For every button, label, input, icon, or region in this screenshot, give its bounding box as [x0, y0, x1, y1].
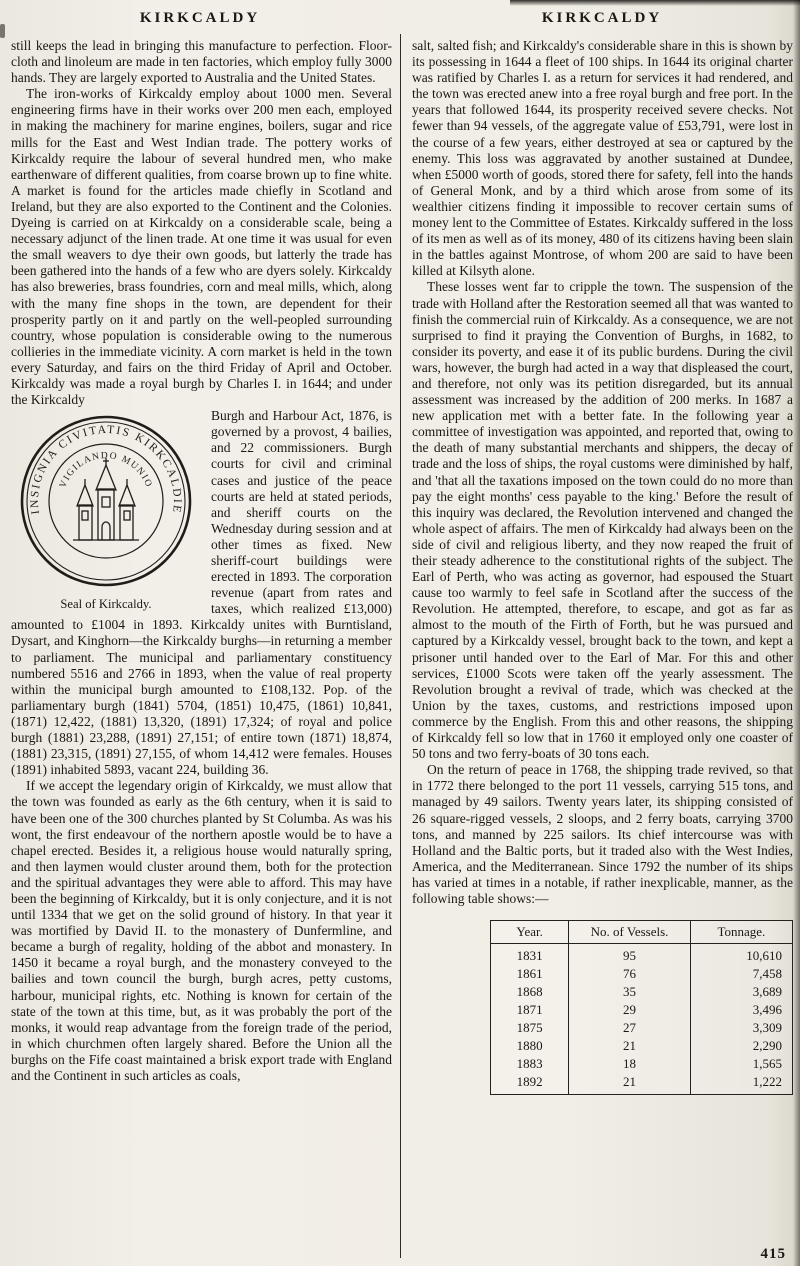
seal-image [18, 413, 194, 589]
shipping-table-container [412, 920, 793, 1095]
cell-vessels: 35 [569, 983, 691, 1001]
scan-artifact-left-smudge [0, 24, 5, 38]
paragraph-industries: The iron-works of Kirkcaldy employ about 1000 men. Several engineering firms have in their works over 200 men each, employed in making the machinery for marine engines, boilers, sugar and rice mills for the East and West Indian trade. The pottery works of Kirkcaldy require the labour of several hundred men, who make earthenware of different qualities, from coarse brown up to fine white. A market is found for the articles made chiefly in Scotland and Ireland, but they are also exported to the Continent and the Colonies. Dyeing is carried on at Kirkcaldy on a considerable scale, being a necessary adjunct of the linen trade. At one time it was usual for even the small weavers to dye their own goods, but latterly the trade has been gathered into the hands of a few who are dyers solely. Kirkcaldy has also breweries, brass foundries, corn and meal mills, which, along with the many fine shops in the town, are dependent for their prosperity partly on it and partly on the well-peopled surrounding country, whose population is considerable owing to the numerous collieries in the immediate vicinity. A corn market is held in the town every Saturday, and fairs on the third Friday of April and October. Kirkcaldy was made a royal burgh by Charles I. in 1644; and under the Kirkcaldy [11, 86, 392, 408]
running-head-right: KIRKCALDY [541, 10, 663, 26]
paragraph-history-origins: If we accept the legendary origin of Kirkcaldy, we must allow that the town was founded as early as the 6th century, when it is said to have been one of the 300 churches planted by St Columba. As was his wont, the first endeavour of the northern apostle would be to have a chapel erected. Besides it, a religious house would naturally spring, and then laymen would cluster around them, both for the protection and the spiritual advantages they were able to afford. This may have been the beginning of Kirkcaldy, but it is only conjecture, and it is not until 1334 that we get on the solid ground of history. In that year it was mortified by David II. to the monastery of Dunfermline, and became a burgh of regality, holding of the abbot and monastery. In 1450 it became a royal burgh, and the monastery conveyed to the bailies and town council the burgh, burgh acres, petty customs, harbour, municipal rights, etc. Nothing is known for certain of the state of the town at this time, but, as it was probably the port of the monks, it would reap advantage from the foreign trade of the period, in which churchmen often largely shared. Before the Union all the burghs on the Fife coast maintained a brisk export trade with England and the Continent in such articles as coals, [11, 778, 392, 1083]
seal-figure [11, 413, 201, 612]
column-divider-rule [400, 34, 401, 1258]
table-row [491, 1019, 793, 1037]
cell-vessels: 76 [569, 965, 691, 983]
cell-tonnage: 3,309 [690, 1019, 792, 1037]
seal-ring-text: INSIGNIA CIVITATIS KIRKCALDIE [28, 424, 184, 516]
cell-vessels: 21 [569, 1037, 691, 1055]
right-column [412, 38, 793, 1260]
seal-motto-text: VIGILANDO MUNIO [58, 451, 154, 490]
table-row [491, 944, 793, 966]
table-row [491, 983, 793, 1001]
church-illustration [73, 458, 139, 540]
cell-year: 1831 [516, 948, 543, 964]
table-header-row [491, 921, 793, 944]
paragraph-burgh-government: Burgh and Harbour Act, 1876, is governed by a provost, 4 bailies, and 22 commissioners. Burgh courts for civil and criminal cases and justice of the peace courts are held at stated periods, and sheriff courts on the Wednesday during session and at other times as fixed. New sheriff-court buildings were erected in 1893. The corporation revenue (apart from rates and taxes, which realized £13,000) amounted to £1004 in 1893. Kirkcaldy unites with Burntisland, Dysart, and Kinghorn—the Kirkcaldy burghs—in returning a member to parliament. The municipal and parliamentary constituency numbered 5516 and 2766 in 1893, when the value of real property within the municipal burgh amounted to £108,132. Pop. of the parliamentary burgh (1841) 5704, (1851) 10,475, (1861) 10,841, (1871) 12,422, (1881) 13,320, (1891) 17,324; of royal and police burgh (1881) 23,288, (1891) 27,151; of entire town (1871) 18,874, (1881) 23,315, (1891) 27,155, of whom 14,412 were females. Houses (1891) inhabited 5893, vacant 224, building 36. [11, 408, 392, 778]
cell-year: 1892 [516, 1074, 543, 1090]
paragraph-decline-revolution: These losses went far to cripple the town. The suspension of the trade with Holland after the Restoration seemed all that was wanted to finish the commercial ruin of Kirkcaldy. As a consequence, we are not surprised to find it praying the Convention of Burghs, in 1682, to consider its poverty, and ease it of its public burdens. During the civil wars, however, the burgh had acted in a way that displeased the court, and therefore, not only was its petition disregarded, but its annual assessment was increased by the addition of 200 merks. In 1687 a new application met with a better fate. In the following year a committee of investigation was appointed, and reported that, owing to the death of many substantial merchants and shippers, the decay of trade and the loss of ships, the royal customs were diminished by half, and 'that all the taxations imposed on the town could do no more than pay the eight months' cess payable to the king.' Before the result of this inquiry was declared, the Revolution intervened and changed the whole aspect of affairs. The men of Kirkcaldy had always been on the side of civil and religious liberty, and they now reaped the fruit of their steady adherence to the constitutional rights of the subject. The Earl of Perth, who was acting as governor, had espoused the Stuart cause too warmly to feel safe in Scotland after the success of the Revolution. He attempted, therefore, to escape, and got as far as almost to the mouth of the Firth of Forth, but he was pursued and captured by a Kirkcaldy vessel, brought back to the town, and kept a prisoner until handed over to the Earl of Mar. For this and other services, £1000 Scots were taken off the yearly assessment. The Revolution brought a revival of trade, which was checked at the Union by the taxes, customs, and restrictions imposed upon commerce by the English. From this and other reasons, the shipping of Kirkcaldy fell so low that in 1760 it employed only one coaster of 50 tons and two ferry-boats of 30 tons each. [412, 279, 793, 762]
cell-vessels: 95 [569, 944, 691, 966]
svg-text:VIGILANDO MUNIO [58, 451, 153, 489]
cell-vessels: 29 [569, 1001, 691, 1019]
cell-tonnage: 10,610 [690, 944, 792, 966]
cell-tonnage: 3,689 [690, 983, 792, 1001]
paragraph-manufactures: still keeps the lead in bringing this manufacture to perfection. Floor-cloth and linoleum are made in ten factories, which employ fully 3000 hands. They are largely exported to Australia and the United States. [11, 38, 392, 86]
cell-year: 1880 [516, 1038, 543, 1054]
scan-artifact-right-edge [793, 0, 800, 1266]
cell-vessels: 21 [569, 1073, 691, 1095]
cell-tonnage: 1,565 [690, 1055, 792, 1073]
shipping-table [490, 920, 793, 1095]
cell-vessels: 18 [569, 1055, 691, 1073]
table-header-tonnage: Tonnage. [690, 921, 792, 944]
cell-tonnage: 1,222 [690, 1073, 792, 1095]
table-row [491, 1073, 793, 1095]
paragraph-shipping-revival: On the return of peace in 1768, the shipping trade revived, so that in 1772 there belonged to the port 11 vessels, carrying 515 tons, and managed by 49 sailors. Twenty years later, its shipping consisted of 26 square-rigged vessels, 2 sloops, and 2 ferry boats, carrying 3700 tons, and manned by 225 sailors. Its chief intercourse was with Holland and the Baltic ports, but it traded also with the West Indies, America, and the Mediterranean. Since 1792 the number of its ships has varied at times in a notable, if rather inexplicable, manner, as the following table shows:— [412, 762, 793, 906]
table-header-vessels: No. of Vessels. [569, 921, 691, 944]
left-column [11, 38, 392, 1260]
table-row [491, 1055, 793, 1073]
table-row [491, 1037, 793, 1055]
paragraph-fleet-losses: salt, salted fish; and Kirkcaldy's considerable share in this is shown by its possessing in 1644 a fleet of 100 ships. In 1644 its original charter was ratified by Charles I. as a return for services it had rendered, and the town was erected anew into a free royal burgh and free port. In the years that followed 1644, its prosperity received severe checks. Not fewer than 94 vessels, of the aggregate value of £53,791, were lost in the course of a few years, either destroyed at sea or captured by the enemy. This loss was aggravated by another sustained at Dundee, when £5000 worth of goods, stored there for safety, fell into the hands of General Monk, and by a third which arose from some of its wealthier citizens finding it impossible to recover certain sums of money lent to the Committee of Estates. Kirkcaldy suffered in the loss of its men as well as of its money, 480 of its citizens having been slain in the battles against Montrose, of whom 200 are said to have been killed at Kilsyth alone. [412, 38, 793, 279]
table-row [491, 965, 793, 983]
cell-tonnage: 2,290 [690, 1037, 792, 1055]
cell-tonnage: 3,496 [690, 1001, 792, 1019]
page-number: 415 [760, 1246, 786, 1262]
cell-year: 1871 [516, 1002, 543, 1018]
cell-year: 1861 [516, 966, 543, 982]
scan-artifact-top [510, 0, 800, 6]
cell-vessels: 27 [569, 1019, 691, 1037]
seal-caption: Seal of Kirkcaldy. [60, 597, 152, 612]
cell-year: 1883 [516, 1056, 543, 1072]
cell-tonnage: 7,458 [690, 965, 792, 983]
cell-year: 1875 [516, 1020, 543, 1036]
cell-year: 1868 [516, 984, 543, 1000]
table-row [491, 1001, 793, 1019]
running-head-left: KIRKCALDY [139, 10, 261, 26]
table-header-year: Year. [491, 921, 569, 944]
